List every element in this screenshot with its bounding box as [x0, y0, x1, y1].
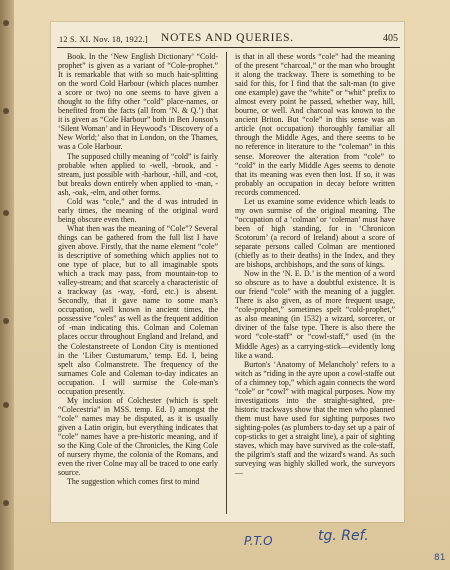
paragraph: The supposed chilly meaning of “cold” is fairly probable when applied to -well, -brook, and -stream, just possible with -harbour, -hill, and -cot, but breaks down entirely when applied to -man, -ash, -oak, -elm, and other forms.: [58, 151, 218, 197]
paragraph: Cold was “cole,” and the d was intruded in early times, the meaning of the original word being obscure even then.: [58, 196, 218, 224]
binding-hole: [3, 402, 9, 408]
binding-hole: [3, 500, 9, 506]
paragraph: Now in the ‘N. E. D.’ is the mention of a word so obscure as to have a doubtful existence. It is our friend “cole” with the meaning of a juggler. There is also given, as of more frequent usage, “cole-prophet,” sometimes spelt “cold-prophet,” as also meaning (in 1532) a wizard, sorcerer, or diviner of the false type. There is also there the word “cole-staff” or “cowl-staff,” used (in the Middle Ages) as a carrying-stick—evidently long like a wand.: [235, 269, 395, 360]
handwritten-signature: tg. Ref.: [318, 528, 369, 544]
page-binding-edge: [0, 0, 14, 570]
binding-hole: [3, 318, 9, 324]
paragraph: Burton's ‘Anatomy of Melancholy’ refers to a witch as “riding in the ayre upon a cowl-staffe out of a chimney top,” which again connects the word “cole” or “cowl” with magical purposes. Now my investigations into the straight-sighted, pre-historic trackways show that the men who planned them must have used for sighting purposes two sighting-poles (as plumbers to-day set up a pair of cop-sticks to get a straight line), a pair of sighting staves, which may have survived as the cole-staff, the pilgrim's staff and the wizard's wand. As such surveying was highly skilled work, the surveyors—: [235, 359, 395, 478]
paragraph: Book. In the ‘New English Dictionary’ “Cold-prophet” is given as a variant of “Cole-prophet.” It is remarkable that with so much hair-splitting on the word Cold Harbour (which places number a score or two) no one seems to have given a thought to the fifty other “cold” place-names, or benefited from the facts (all from ‘N. & Q.’) that it is given as “Cole Harbour” both in Ben Jonson's ‘Silent Woman’ and in Heywood's ‘Discovery of a New World;’ also that in London, on the Thames, was a Cole Harbour.: [58, 52, 218, 152]
page-number: 405: [383, 33, 398, 44]
paragraph: is that in all these words “cole” had the meaning of the present “charcoal,” or the man who brought it along the trackway. There is something to be said for this, for I find that the salt-man (to give one example) gave the “white” or “whit” prefix to almost every point he passed, whether way, hill, bourne, or well. And charcoal was known to the ancient Briton. But “cole” in this sense was an article (not occupation) thoroughly familiar all through the Middle Ages, and there seems to be no reference in literature to the “coleman” in this sense. Moreover the alteration from “cole” to “cold” in the early Middle Ages seems to denote that its meaning was even then lost. If so, it was probably an occupation in decay before written records commenced.: [235, 52, 395, 197]
pto-annotation: P.T.O: [244, 534, 273, 548]
column-divider: [226, 52, 227, 514]
paragraph: What then was the meaning of “Cole”? Several things can be gathered from the full list I have given above. Firstly, that the name element “cole” is descriptive of something which applies not to one type of place, but to all imaginable spots which a track may pass, from mountain-top to valley-stream; and that scarcely a characteristic of a trackway (as -way, -ford, etc.) is absent. Secondly, that it gave name to some man's occupation, well known in ancient times, the possessive “coles” as well as the frequent addition of -man indicating this. Colman and Coleman places occur throughout England and Ireland, and the Colestanstreete of London City is mentioned in the ‘Liber Custumarum,’ temp. Ed. I, being spelt also Colmanstrete. The frequency of the surnames Cole and Coleman to-day indicates an occupation. I will surmise the Cole-man's occupation presently.: [58, 223, 218, 396]
paragraph: My inclusion of Colchester (which is spelt “Colecestria” in MSS. temp. Ed. I) amongst the “cole” names may be disputed, as it is usually given a Latin origin, but everything indicates that “cole” names have a pre-historic meaning, and if so the King Cole of the Chronicles, the King Cole of nursery rhyme, the colonia of the Romans, and even the river Colne may all be traced to one early source.: [58, 395, 218, 478]
publication-title: NOTES AND QUERIES.: [161, 32, 294, 44]
series-info: 12 S. XI. Nov. 18, 1922.]: [59, 35, 148, 44]
binding-hole: [3, 210, 9, 216]
paragraph: Let us examine some evidence which leads to my own surmise of the original meaning. The “occupation of a ‘colman’ or ‘coleman’ must have been of high standing, for in ‘Chronicon Scotorum’ (a record of Ireland) about a score of separate persons called Colman are mentioned (chiefly as to their deaths) in the Index, and they are bishops, archbishops, and the sons of kings.: [235, 196, 395, 270]
header-rule: [57, 47, 400, 48]
running-header: [51, 32, 404, 46]
binding-hole: [3, 108, 9, 114]
sheet-number: 81: [434, 553, 446, 563]
right-column: [235, 52, 395, 514]
paragraph: The suggestion which comes first to mind: [67, 477, 200, 487]
left-column: [58, 52, 218, 514]
binding-hole: [3, 20, 9, 26]
newspaper-clipping: [51, 22, 404, 522]
